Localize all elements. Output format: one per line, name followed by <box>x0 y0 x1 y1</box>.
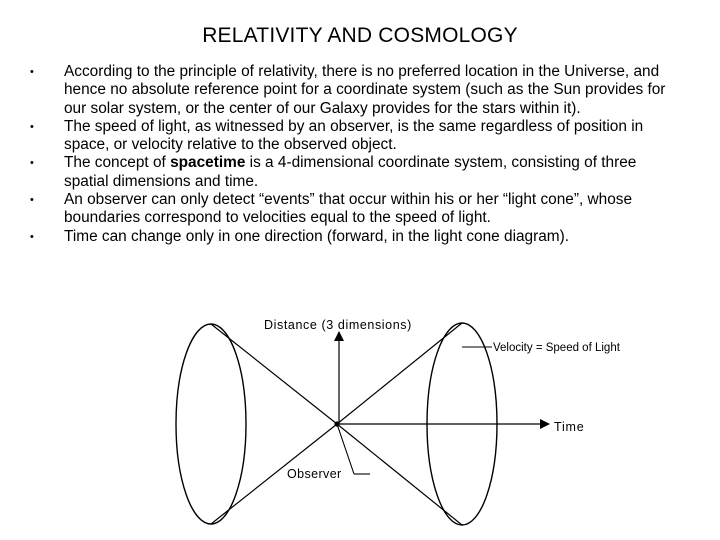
bullet-text-before: The concept of <box>64 154 171 172</box>
bullet-text: The speed of light, as witnessed by an observer, is the same regardless of position in space, or velocity relative to the observed object. <box>64 117 644 154</box>
bullet-emphasis: spacetime <box>170 154 246 172</box>
cone-edge-line-upper-left <box>211 324 337 424</box>
bullet-text: According to the principle of relativity, there is no preferred location in the Universe, and hence no absolute reference point for a coordinate system (such as the Sun provides for our solar system, or the center of our Galaxy provides for the stars within it). <box>64 63 666 117</box>
bullet-text: An observer can only detect “events” that occur within his or her “light cone”, whose boundaries correspond to velocities equal to the speed of light. <box>64 191 633 227</box>
bullet-marker: • <box>30 157 34 170</box>
slide-title: RELATIVITY AND COSMOLOGY <box>202 24 518 47</box>
bullet-text-after: is a 4-dimensional coordinate system, consisting of three spatial dimensions and time. <box>64 154 637 190</box>
bullet-marker: • <box>30 66 34 78</box>
bullet-marker: • <box>30 120 34 133</box>
distance-axis-label: Distance (3 dimensions) <box>264 318 412 332</box>
observer-label: Observer <box>287 467 342 481</box>
velocity-label: Velocity = Speed of Light <box>493 342 620 354</box>
bullet-marker: • <box>30 194 34 207</box>
bullet-text: Time can change only in one direction (forward, in the light cone diagram). <box>64 227 570 245</box>
time-axis-label: Time <box>554 420 585 434</box>
past-cone-ellipse <box>176 324 246 524</box>
bullet-marker: • <box>30 230 34 243</box>
cone-edge-line-upper-right <box>337 323 462 424</box>
